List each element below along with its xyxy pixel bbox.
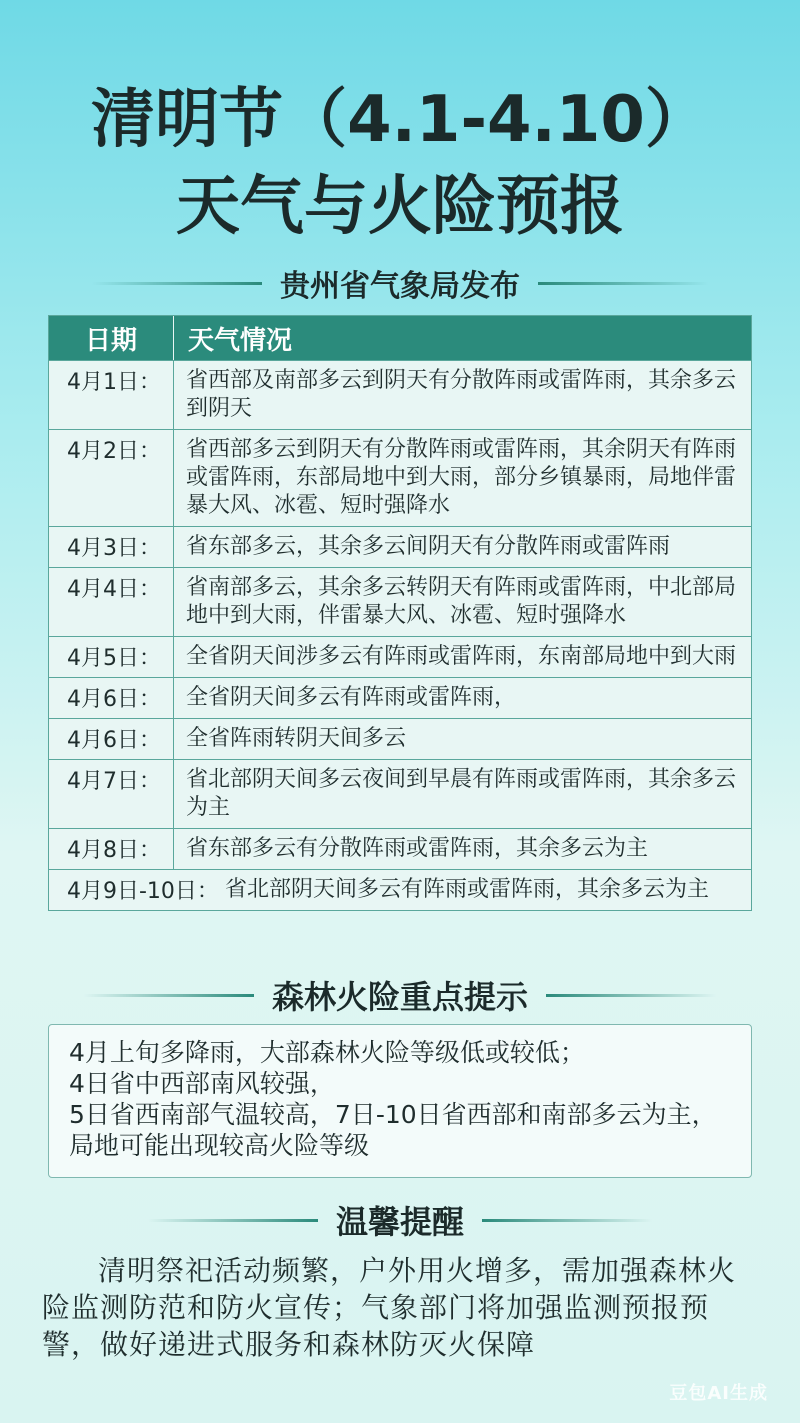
row-weather: 省西部多云到阴天有分散阵雨或雷阵雨，其余阴天有阵雨或雷阵雨，东部局地中到大雨，部分乡镇暴雨，局地伴雷暴大风、冰雹、短时强降水 <box>186 437 737 518</box>
header-date: 日期 <box>49 316 174 360</box>
row-weather: 省东部多云，其余多云间阴天有分散阵雨或雷阵雨 <box>186 534 671 559</box>
table-row <box>49 429 751 526</box>
row-date: 4月4日： <box>49 568 174 636</box>
row-weather: 全省阴天间涉多云有阵雨或雷阵雨，东南部局地中到大雨 <box>186 644 737 669</box>
row-date: 4月3日： <box>49 527 174 567</box>
divider-left <box>84 994 254 997</box>
divider-left <box>148 1219 318 1222</box>
row-weather: 全省阵雨转阴天间多云 <box>186 726 407 751</box>
table-row <box>49 828 751 869</box>
publisher-label: 贵州省气象局发布 <box>280 269 520 304</box>
table-row <box>49 718 751 759</box>
fire-notice-box <box>48 1024 752 1178</box>
fire-line: 4日省中西部南风较强， <box>69 1069 335 1098</box>
fire-section-heading <box>0 975 800 1015</box>
table-row <box>49 526 751 567</box>
ai-watermark: 豆包AI生成 <box>669 1383 768 1404</box>
table-row <box>49 759 751 828</box>
row-weather: 全省阴天间多云有阵雨或雷阵雨， <box>186 685 517 710</box>
row-date: 4月5日： <box>49 637 174 677</box>
row-weather: 省西部及南部多云到阴天有分散阵雨或雷阵雨，其余多云到阴天 <box>186 368 737 421</box>
divider-right <box>546 994 716 997</box>
fire-heading-label: 森林火险重点提示 <box>271 978 528 1016</box>
row-weather: 省北部阴天间多云夜间到早晨有阵雨或雷阵雨，其余多云为主 <box>186 767 737 820</box>
row-date: 4月8日： <box>49 829 174 869</box>
table-row <box>49 636 751 677</box>
table-row <box>49 677 751 718</box>
header-weather: 天气情况 <box>188 325 293 356</box>
table-row <box>49 567 751 636</box>
weather-table <box>48 315 752 911</box>
row-date: 4月6日： <box>49 678 174 718</box>
row-date: 4月9日-10日： <box>67 879 219 904</box>
tip-heading-label: 温馨提醒 <box>335 1203 464 1241</box>
table-row <box>49 869 751 910</box>
table-row <box>49 360 751 429</box>
table-header <box>49 316 751 360</box>
divider-left <box>92 282 262 285</box>
divider-right <box>482 1219 652 1222</box>
row-date: 4月1日： <box>49 361 174 429</box>
row-weather: 省北部阴天间多云有阵雨或雷阵雨，其余多云为主 <box>224 877 709 902</box>
page-title-line1: 清明节（4.1-4.10） <box>91 83 709 157</box>
page-title-line2: 天气与火险预报 <box>176 170 624 244</box>
tip-section-heading <box>0 1200 800 1240</box>
divider-right <box>538 282 708 285</box>
row-date: 4月2日： <box>49 430 174 526</box>
publisher-heading <box>0 263 800 303</box>
fire-line: 4月上旬多降雨，大部森林火险等级低或较低； <box>69 1038 585 1067</box>
row-date: 4月7日： <box>49 760 174 828</box>
tip-paragraph: 清明祭祀活动频繁，户外用火增多，需加强森林火险监测防范和防火宣传；气象部门将加强监测预报预警，做好递进式服务和森林防灭火保障 <box>42 1254 737 1361</box>
row-date: 4月6日： <box>49 719 174 759</box>
fire-line: 5日省西南部气温较高，7日-10日省西部和南部多云为主，局地可能出现较高火险等级 <box>69 1100 717 1160</box>
row-weather: 省南部多云，其余多云转阴天有阵雨或雷阵雨，中北部局地中到大雨，伴雷暴大风、冰雹、短时强降水 <box>186 575 737 628</box>
row-weather: 省东部多云有分散阵雨或雷阵雨，其余多云为主 <box>186 836 649 861</box>
